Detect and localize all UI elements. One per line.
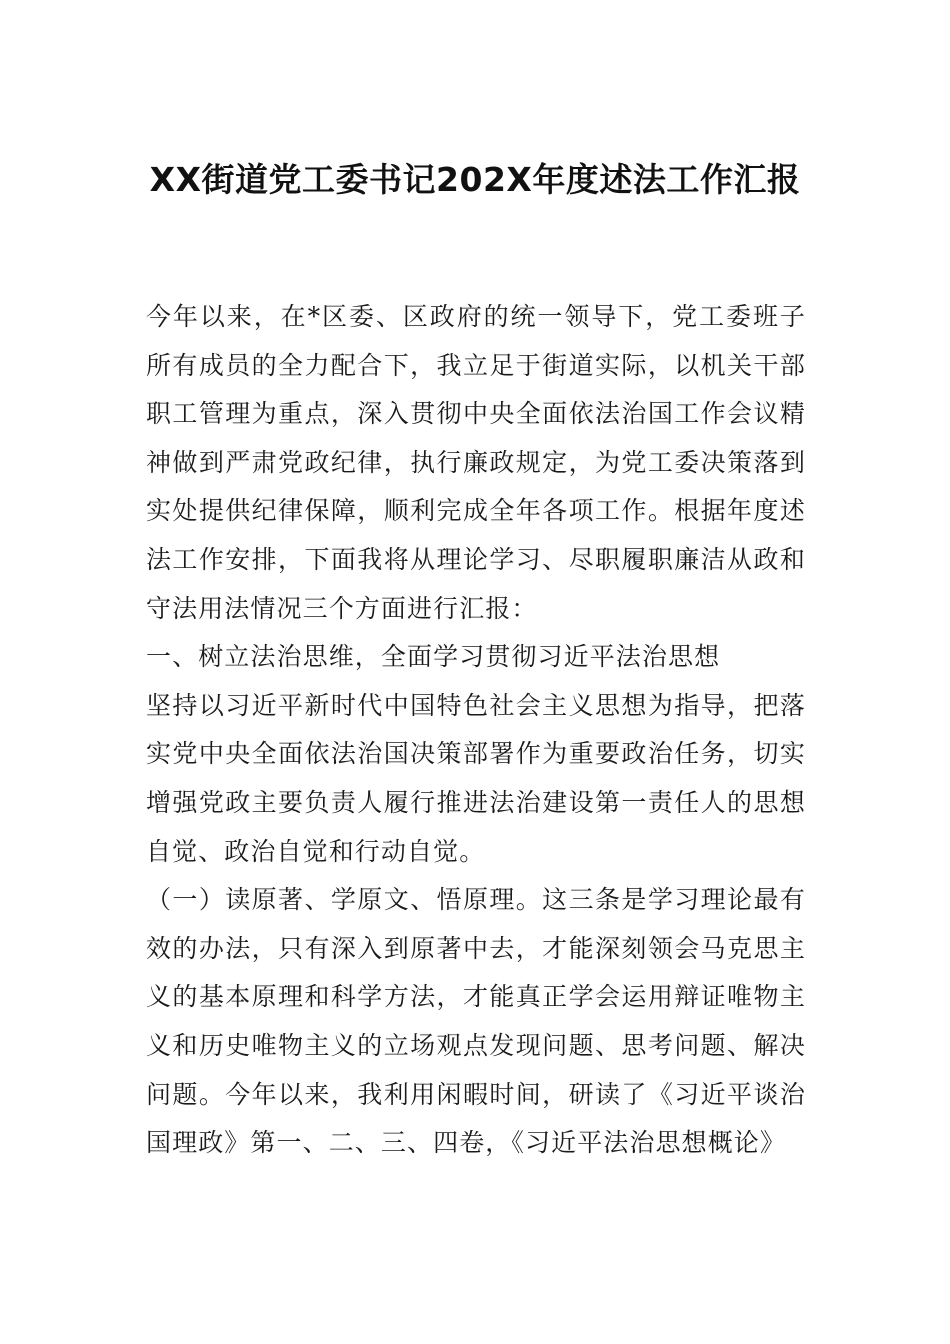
section-1-paragraph: 坚持以习近平新时代中国特色社会主义思想为指导，把落实党中央全面依法治国决策部署作为重要政治任务，切实增强党政主要负责人履行推进法治建设第一责任人的思想自觉、政治自觉和行动自觉。 (146, 690, 806, 866)
section-heading-1: 一、树立法治思维，全面学习贯彻习近平法治思想 (146, 642, 721, 672)
subsection-1-paragraph: （一）读原著、学原文、悟原理。这三条是学习理论最有效的办法，只有深入到原著中去，才能深刻领会马克思主义的基本原理和科学方法，才能真正学会运用辩证唯物主义和历史唯物主义的立场观点发现问题、思考问题、解决问题。今年以来，我利用闲暇时间，研读了《习近平谈治国理政》第一、二、三、四卷，《习近平法治思想概论》 (146, 885, 806, 1158)
intro-paragraph: 今年以来，在*区委、区政府的统一领导下，党工委班子所有成员的全力配合下，我立足于街道实际，以机关干部职工管理为重点，深入贯彻中央全面依法治国工作会议精神做到严肃党政纪律，执行廉政规定，为党工委决策落到实处提供纪律保障，顺利完成全年各项工作。根据年度述法工作安排，下面我将从理论学习、尽职履职廉洁从政和守法用法情况三个方面进行汇报： (146, 302, 806, 623)
document-body (146, 293, 806, 1168)
document-title: XX街道党工委书记202X年度述法工作汇报 (149, 160, 801, 199)
